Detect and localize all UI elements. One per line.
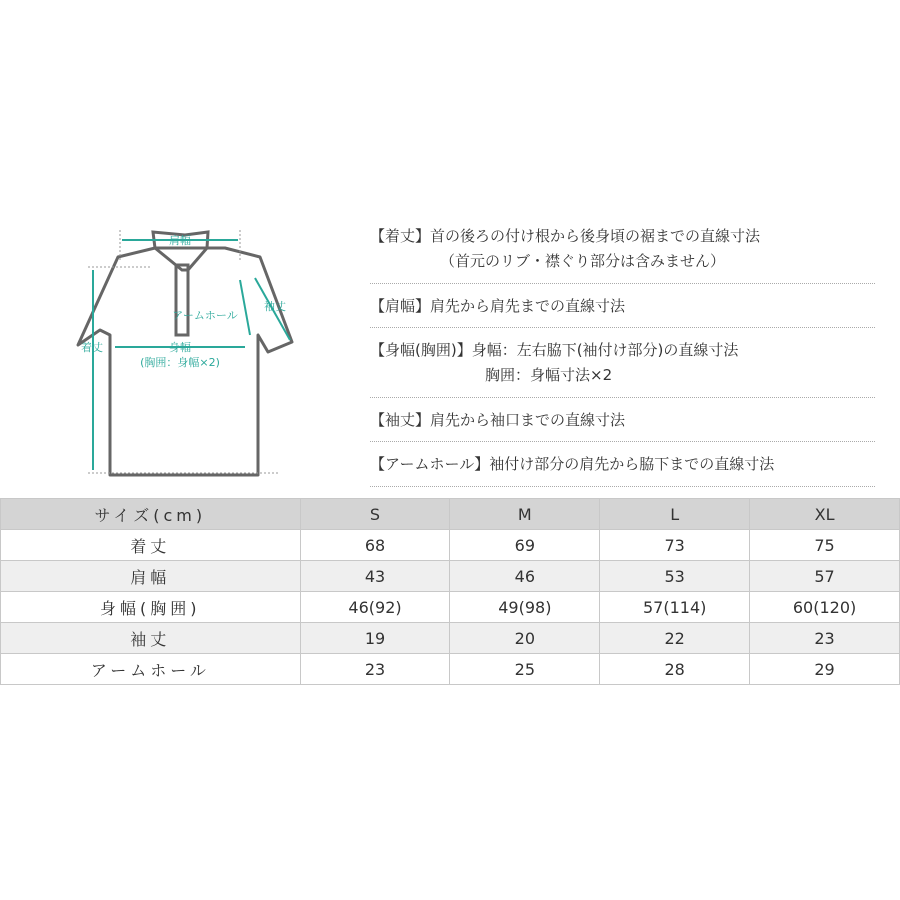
row-label: 肩幅 [1, 561, 301, 592]
header-cell: L [600, 499, 750, 530]
divider [370, 397, 875, 398]
diagram-label-armhole: アームホール [172, 309, 238, 322]
cell: 19 [300, 623, 450, 654]
divider [370, 486, 875, 487]
header-cell: XL [750, 499, 900, 530]
cell: 23 [750, 623, 900, 654]
size-table [0, 498, 900, 685]
diagram-label-length: 着丈 [81, 341, 103, 354]
row-label: 着丈 [1, 530, 301, 561]
cell: 22 [600, 623, 750, 654]
desc-chest: 胸囲：身幅寸法×2 [485, 366, 613, 384]
table-row [1, 530, 900, 561]
header-cell: S [300, 499, 450, 530]
table-row [1, 654, 900, 685]
cell: 28 [600, 654, 750, 685]
cell: 20 [450, 623, 600, 654]
cell: 49(98) [450, 592, 600, 623]
cell: 57 [750, 561, 900, 592]
cell: 73 [600, 530, 750, 561]
desc-armhole: 【アームホール】袖付け部分の肩先から脇下までの直線寸法 [370, 455, 775, 473]
cell: 57(114) [600, 592, 750, 623]
polo-shirt-diagram [70, 220, 310, 480]
desc-sleeve: 【袖丈】肩先から袖口までの直線寸法 [370, 411, 626, 429]
table-row [1, 561, 900, 592]
cell: 60(120) [750, 592, 900, 623]
cell: 29 [750, 654, 900, 685]
divider [370, 327, 875, 328]
desc-length-note: （首元のリブ・襟ぐり部分は含みません） [440, 252, 726, 270]
desc-shoulder: 【肩幅】肩先から肩先までの直線寸法 [370, 297, 626, 315]
table-row [1, 592, 900, 623]
header-cell: サイズ(cm) [1, 499, 301, 530]
cell: 68 [300, 530, 450, 561]
cell: 23 [300, 654, 450, 685]
table-row [1, 623, 900, 654]
divider [370, 441, 875, 442]
header-cell: M [450, 499, 600, 530]
cell: 46 [450, 561, 600, 592]
diagram-label-shoulder: 肩幅 [169, 234, 191, 247]
cell: 25 [450, 654, 600, 685]
table-header-row [1, 499, 900, 530]
row-label: アームホール [1, 654, 301, 685]
diagram-label-body: 身幅 [169, 341, 191, 354]
diagram-label-sleeve: 袖丈 [264, 300, 286, 313]
desc-body: 【身幅(胸囲)】身幅：左右脇下(袖付け部分)の直線寸法 [370, 341, 739, 359]
row-label: 身幅(胸囲) [1, 592, 301, 623]
diagram-label-chest: (胸囲：身幅×2) [140, 356, 220, 369]
cell: 75 [750, 530, 900, 561]
cell: 69 [450, 530, 600, 561]
row-label: 袖丈 [1, 623, 301, 654]
divider [370, 283, 875, 284]
cell: 46(92) [300, 592, 450, 623]
cell: 43 [300, 561, 450, 592]
desc-length: 【着丈】首の後ろの付け根から後身頃の裾までの直線寸法 [370, 227, 761, 245]
cell: 53 [600, 561, 750, 592]
